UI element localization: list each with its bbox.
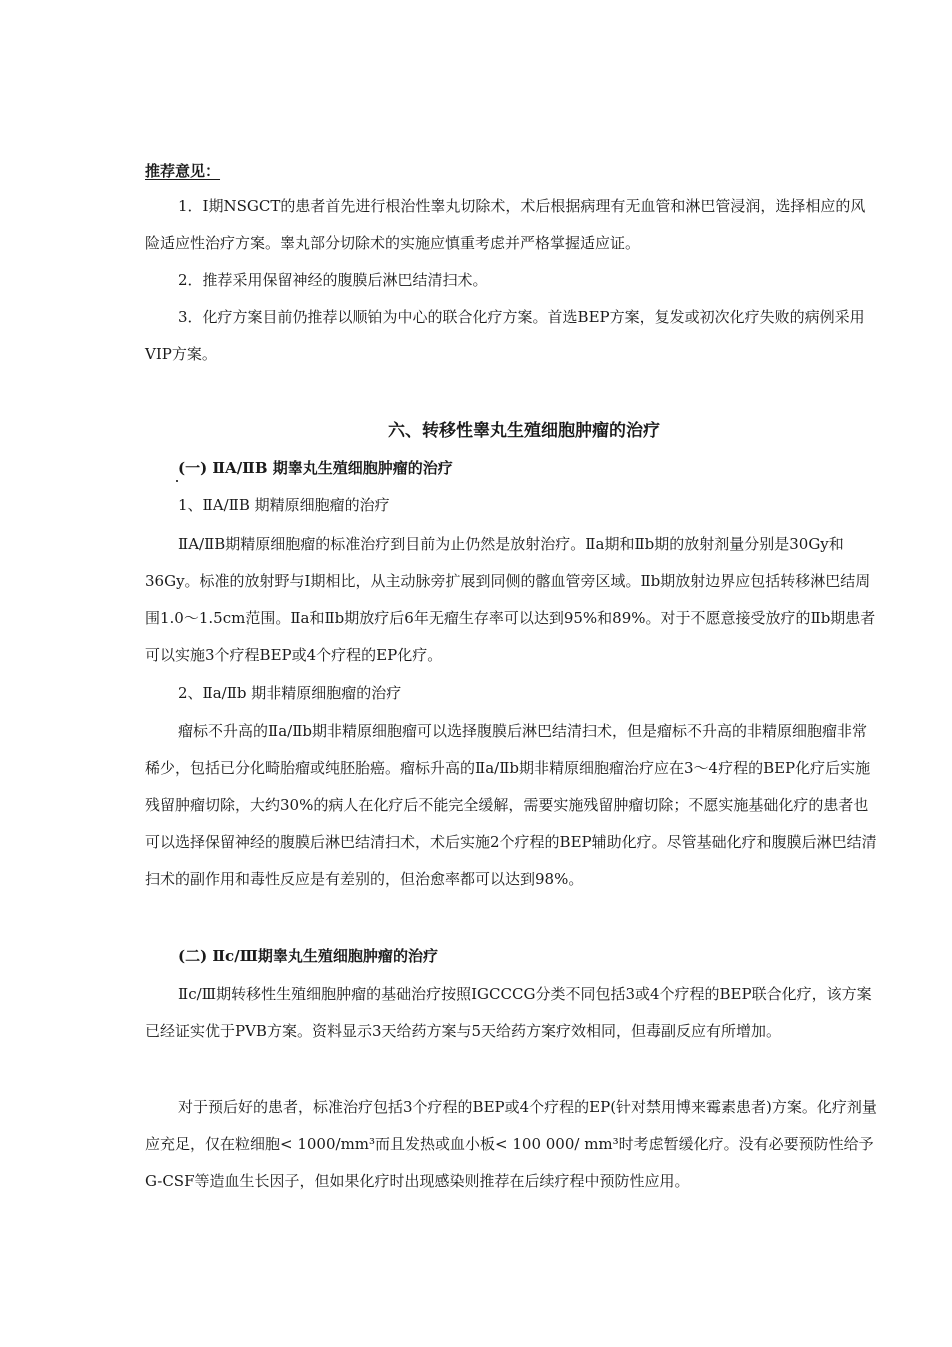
recommend-heading: 推荐意见：	[145, 162, 221, 180]
section-title: 六、转移性睾丸生殖细胞肿瘤的治疗	[388, 421, 660, 441]
subsection-1-heading: (一) ⅡA/ⅡB 期睾丸生殖细胞肿瘤的治疗	[178, 459, 453, 477]
subsection-1-paragraph-1: ⅡA/ⅡB期精原细胞瘤的标准治疗到目前为止仍然是放射治疗。Ⅱa期和Ⅱb期的放射剂量分别是30Gy和36Gy。标准的放射野与Ⅰ期相比，从主动脉旁扩展到同侧的髂血管旁区域。Ⅱb期放射边界应包括转移淋巴结周围1.0～1.5cm范围。Ⅱa和Ⅱb期放疗后6年无瘤生存率可以达到95%和89%。对于不愿意接受放疗的Ⅱb期患者可以实施3个疗程BEP或4个疗程的EP化疗。	[145, 535, 876, 664]
subsection-2-paragraph-1: Ⅱc/Ⅲ期转移性生殖细胞肿瘤的基础治疗按照IGCCCG分类不同包括3或4个疗程的BEP联合化疗，该方案已经证实优于PVB方案。资料显示3天给药方案与5天给药方案疗效相同，但毒副反应有所增加。	[145, 985, 872, 1040]
subsection-2-heading: (二) Ⅱc/Ⅲ期睾丸生殖细胞肿瘤的治疗	[178, 947, 438, 965]
stray-dot	[176, 480, 178, 482]
subsection-1-paragraph-2: 瘤标不升高的Ⅱa/Ⅱb期非精原细胞瘤可以选择腹膜后淋巴结清扫术，但是瘤标不升高的非精原细胞瘤非常稀少，包括已分化畸胎瘤或纯胚胎癌。瘤标升高的Ⅱa/Ⅱb期非精原细胞瘤治疗应在3～4疗程的BEP化疗后实施残留肿瘤切除，大约30%的病人在化疗后不能完全缓解，需要实施残留肿瘤切除；不愿实施基础化疗的患者也可以选择保留神经的腹膜后淋巴结清扫术，术后实施2个疗程的BEP辅助化疗。尽管基础化疗和腹膜后淋巴结清扫术的副作用和毒性反应是有差别的，但治愈率都可以达到98%。	[145, 722, 877, 888]
subsection-1-item-2-heading: 2、Ⅱa/Ⅱb 期非精原细胞瘤的治疗	[178, 684, 402, 702]
subsection-2-paragraph-2: 对于预后好的患者，标准治疗包括3个疗程的BEP或4个疗程的EP(针对禁用博来霉素患者)方案。化疗剂量应充足，仅在粒细胞< 1000/mm³而且发热或血小板< 100 000/ mm³时考虑暂缓化疗。没有必要预防性给予G-CSF等造血生长因子，但如果化疗时出现感染则推荐在后续疗程中预防性应用。	[145, 1098, 877, 1190]
recommend-item-3: 3．化疗方案目前仍推荐以顺铂为中心的联合化疗方案。首选BEP方案，复发或初次化疗失败的病例采用VIP方案。	[145, 308, 865, 363]
subsection-1-item-1-heading: 1、ⅡA/ⅡB 期精原细胞瘤的治疗	[178, 496, 390, 514]
recommend-item-1: 1．Ⅰ期NSGCT的患者首先进行根治性睾丸切除术，术后根据病理有无血管和淋巴管浸润，选择相应的风险适应性治疗方案。睾丸部分切除术的实施应慎重考虑并严格掌握适应证。	[145, 197, 866, 252]
recommend-item-2: 2．推荐采用保留神经的腹膜后淋巴结清扫术。	[178, 271, 488, 289]
